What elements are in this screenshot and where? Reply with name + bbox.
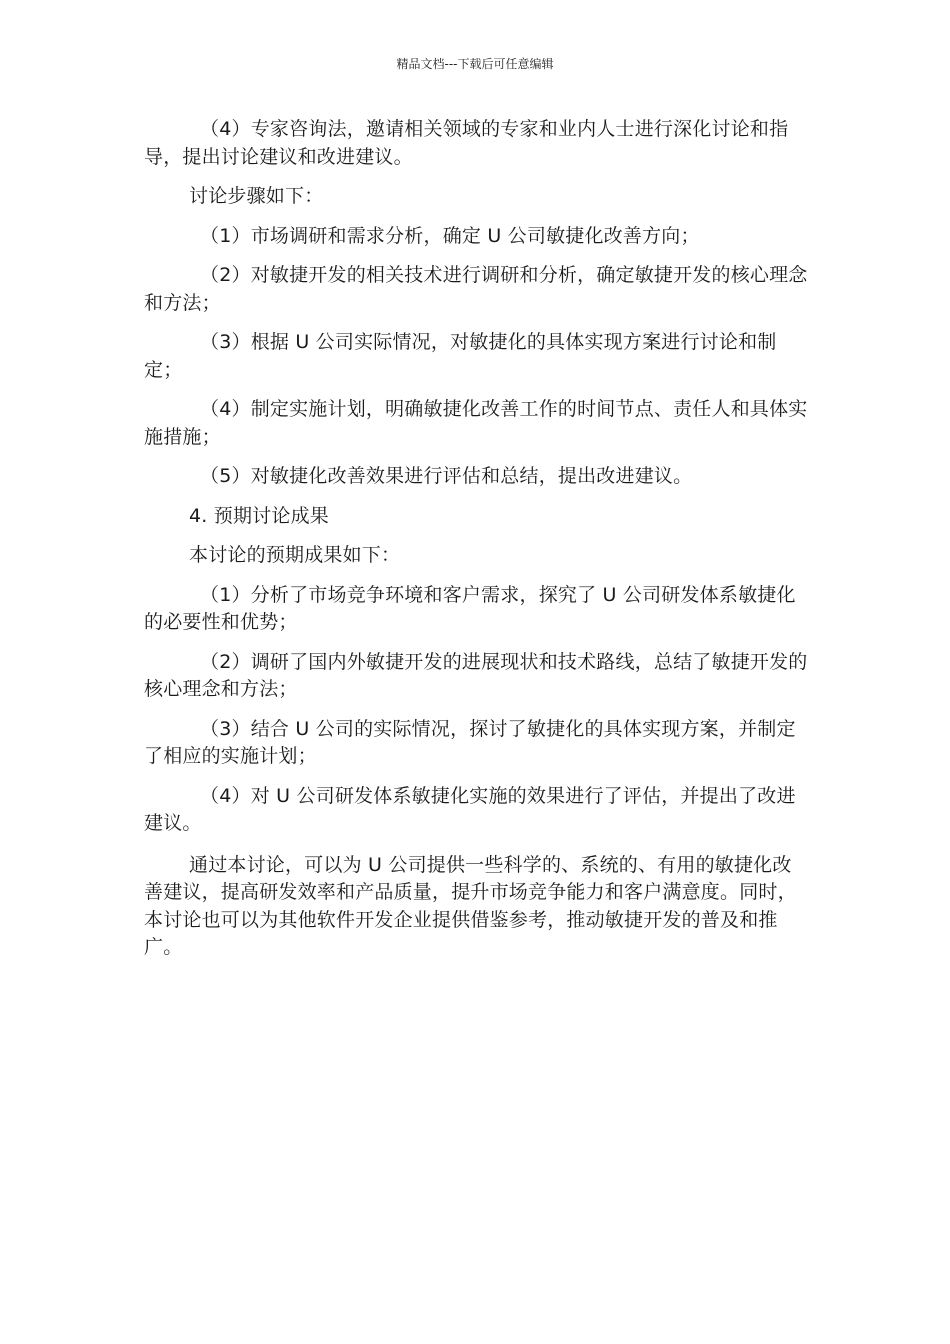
paragraph-step-5: （5）对敏捷化改善效果进行评估和总结，提出改进建议。 (200, 465, 693, 487)
paragraph-step-3: （3）根据 U 公司实际情况，对敏捷化的具体实现方案进行讨论和制定； (144, 331, 777, 381)
paragraph-step-4: （4）制定实施计划，明确敏捷化改善工作的时间节点、责任人和具体实施措施； (144, 398, 808, 448)
paragraph-result-4: （4）对 U 公司研发体系敏捷化实施的效果进行了评估，并提出了改进建议。 (144, 784, 796, 834)
paragraph-results-intro: 本讨论的预期成果如下： (189, 544, 401, 566)
paragraph-step-2: （2）对敏捷开发的相关技术进行调研和分析，确定敏捷开发的核心理念和方法； (144, 264, 808, 314)
paragraph-steps-intro: 讨论步骤如下： (189, 185, 324, 207)
page-header: 精品文档---下载后可任意编辑 (396, 57, 554, 71)
paragraph-step-1: （1）市场调研和需求分析，确定 U 公司敏捷化改善方向； (200, 224, 700, 247)
paragraph-method-expert-consultation: （4）专家咨询法，邀请相关领域的专家和业内人士进行深化讨论和指导，提出讨论建议和改进建议。 (144, 118, 789, 168)
section-heading-expected-results: 4. 预期讨论成果 (189, 504, 329, 527)
paragraph-result-3: （3）结合 U 公司的实际情况，探讨了敏捷化的具体实现方案，并制定了相应的实施计划； (144, 717, 796, 767)
paragraph-result-2: （2）调研了国内外敏捷开发的进展现状和技术路线，总结了敏捷开发的核心理念和方法； (144, 650, 808, 700)
document-body (144, 116, 808, 962)
paragraph-result-1: （1）分析了市场竞争环境和客户需求，探究了 U 公司研发体系敏捷化的必要性和优势； (144, 583, 796, 633)
paragraph-conclusion: 通过本讨论，可以为 U 公司提供一些科学的、系统的、有用的敏捷化改善建议，提高研发效率和产品质量，提升市场竞争能力和客户满意度。同时，本讨论也可以为其他软件开发企业提供借鉴参考，推动敏捷开发的普及和推广。 (144, 853, 797, 958)
